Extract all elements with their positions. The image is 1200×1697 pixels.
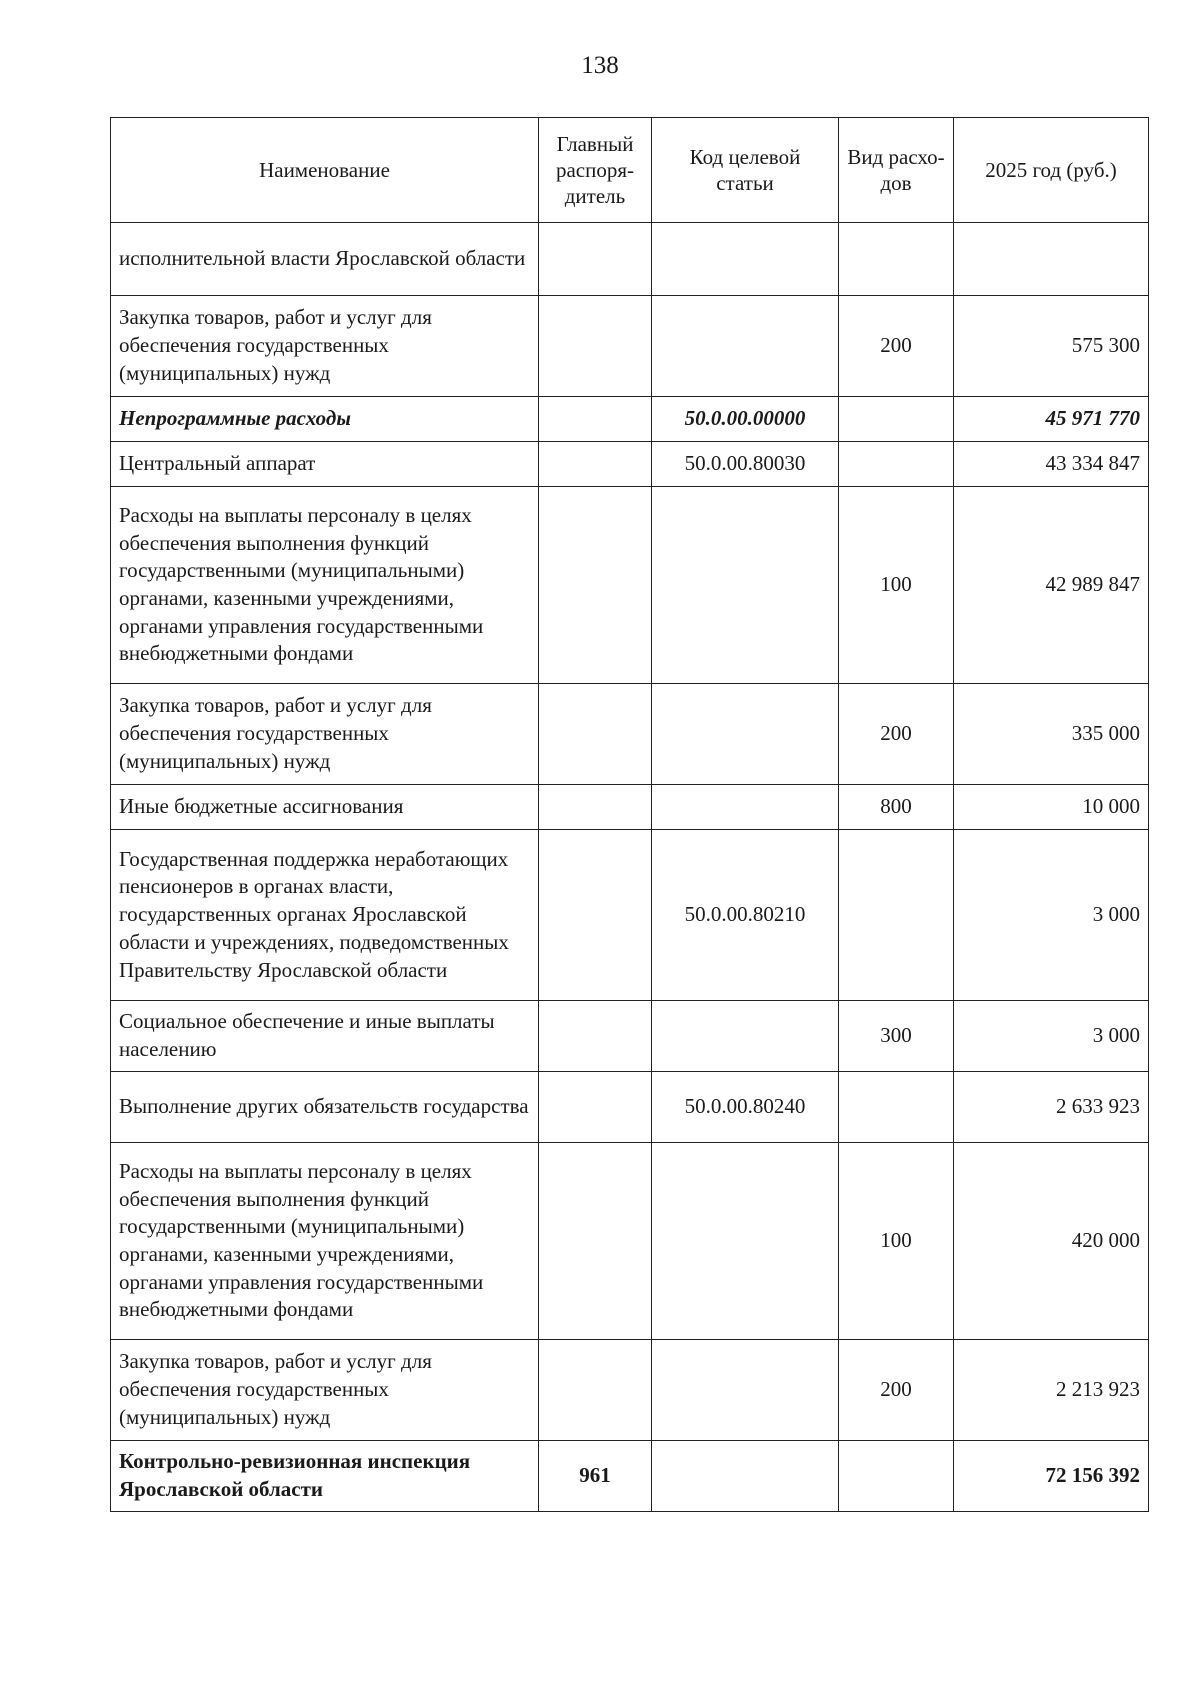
row-sum: 335 000 bbox=[954, 684, 1149, 785]
table-row bbox=[111, 397, 1149, 442]
row-glavny: 961 bbox=[539, 1441, 652, 1512]
row-vid: 800 bbox=[839, 785, 954, 830]
row-kod bbox=[652, 785, 839, 830]
row-glavny bbox=[539, 1072, 652, 1143]
row-glavny bbox=[539, 397, 652, 442]
table-row bbox=[111, 1143, 1149, 1340]
row-sum: 2 633 923 bbox=[954, 1072, 1149, 1143]
row-name: Социальное обеспечение и иные выплаты населению bbox=[111, 1001, 539, 1072]
header-kod: Код целевой статьи bbox=[652, 118, 839, 223]
table-row-total bbox=[111, 1441, 1149, 1512]
table-row bbox=[111, 487, 1149, 684]
row-sum bbox=[954, 223, 1149, 296]
row-kod bbox=[652, 1001, 839, 1072]
row-vid: 200 bbox=[839, 684, 954, 785]
row-name: Непрограммные расходы bbox=[111, 397, 539, 442]
row-sum: 43 334 847 bbox=[954, 442, 1149, 487]
header-sum: 2025 год (руб.) bbox=[954, 118, 1149, 223]
row-name: Иные бюджетные ассигнования bbox=[111, 785, 539, 830]
row-vid bbox=[839, 830, 954, 1001]
row-kod: 50.0.00.00000 bbox=[652, 397, 839, 442]
row-glavny bbox=[539, 442, 652, 487]
row-vid bbox=[839, 1072, 954, 1143]
row-kod bbox=[652, 1441, 839, 1512]
row-sum: 10 000 bbox=[954, 785, 1149, 830]
row-vid: 100 bbox=[839, 487, 954, 684]
row-kod: 50.0.00.80030 bbox=[652, 442, 839, 487]
row-glavny bbox=[539, 1340, 652, 1441]
row-vid: 100 bbox=[839, 1143, 954, 1340]
row-vid: 200 bbox=[839, 296, 954, 397]
row-sum: 3 000 bbox=[954, 830, 1149, 1001]
row-vid bbox=[839, 223, 954, 296]
row-glavny bbox=[539, 830, 652, 1001]
row-vid bbox=[839, 442, 954, 487]
row-sum: 72 156 392 bbox=[954, 1441, 1149, 1512]
header-vid: Вид расхо-дов bbox=[839, 118, 954, 223]
row-name: исполнительной власти Ярославской области bbox=[111, 223, 539, 296]
row-glavny bbox=[539, 487, 652, 684]
table-row bbox=[111, 1340, 1149, 1441]
table-row bbox=[111, 442, 1149, 487]
table-header-row bbox=[111, 118, 1149, 223]
row-vid: 300 bbox=[839, 1001, 954, 1072]
row-kod bbox=[652, 1143, 839, 1340]
row-name: Закупка товаров, работ и услуг для обеспечения государственных (муниципальных) нужд bbox=[111, 684, 539, 785]
table-row bbox=[111, 684, 1149, 785]
table-row bbox=[111, 223, 1149, 296]
row-name: Закупка товаров, работ и услуг для обеспечения государственных (муниципальных) нужд bbox=[111, 1340, 539, 1441]
row-vid bbox=[839, 1441, 954, 1512]
budget-table bbox=[110, 117, 1149, 1512]
row-sum: 575 300 bbox=[954, 296, 1149, 397]
row-kod bbox=[652, 296, 839, 397]
row-vid: 200 bbox=[839, 1340, 954, 1441]
page-number: 138 bbox=[581, 52, 619, 79]
row-name: Расходы на выплаты персоналу в целях обеспечения выполнения функций государственными (муниципальными) органами, казенными учреждениями, органами управления государственными внебюджетными фондами bbox=[111, 1143, 539, 1340]
row-kod: 50.0.00.80240 bbox=[652, 1072, 839, 1143]
row-kod bbox=[652, 487, 839, 684]
table-row bbox=[111, 1072, 1149, 1143]
row-glavny bbox=[539, 684, 652, 785]
row-glavny bbox=[539, 785, 652, 830]
header-name: Наименование bbox=[111, 118, 539, 223]
row-sum: 2 213 923 bbox=[954, 1340, 1149, 1441]
table-row bbox=[111, 785, 1149, 830]
row-name: Выполнение других обязательств государства bbox=[111, 1072, 539, 1143]
row-kod: 50.0.00.80210 bbox=[652, 830, 839, 1001]
row-name: Государственная поддержка неработающих пенсионеров в органах власти, государственных органах Ярославской области и учреждениях, подведомственных Правительству Ярославской области bbox=[111, 830, 539, 1001]
row-glavny bbox=[539, 1143, 652, 1340]
row-glavny bbox=[539, 296, 652, 397]
row-name: Контрольно-ревизионная инспекция Ярославской области bbox=[111, 1441, 539, 1512]
row-name: Расходы на выплаты персоналу в целях обеспечения выполнения функций государственными (муниципальными) органами, казенными учреждениями, органами управления государственными внебюджетными фондами bbox=[111, 487, 539, 684]
table-row bbox=[111, 830, 1149, 1001]
row-sum: 42 989 847 bbox=[954, 487, 1149, 684]
row-sum: 3 000 bbox=[954, 1001, 1149, 1072]
row-kod bbox=[652, 1340, 839, 1441]
row-glavny bbox=[539, 223, 652, 296]
row-sum: 45 971 770 bbox=[954, 397, 1149, 442]
row-sum: 420 000 bbox=[954, 1143, 1149, 1340]
header-glavny: Главный распоря-дитель bbox=[539, 118, 652, 223]
row-name: Центральный аппарат bbox=[111, 442, 539, 487]
row-kod bbox=[652, 223, 839, 296]
table-row bbox=[111, 1001, 1149, 1072]
row-kod bbox=[652, 684, 839, 785]
row-vid bbox=[839, 397, 954, 442]
table-row bbox=[111, 296, 1149, 397]
row-name: Закупка товаров, работ и услуг для обеспечения государственных (муниципальных) нужд bbox=[111, 296, 539, 397]
row-glavny bbox=[539, 1001, 652, 1072]
